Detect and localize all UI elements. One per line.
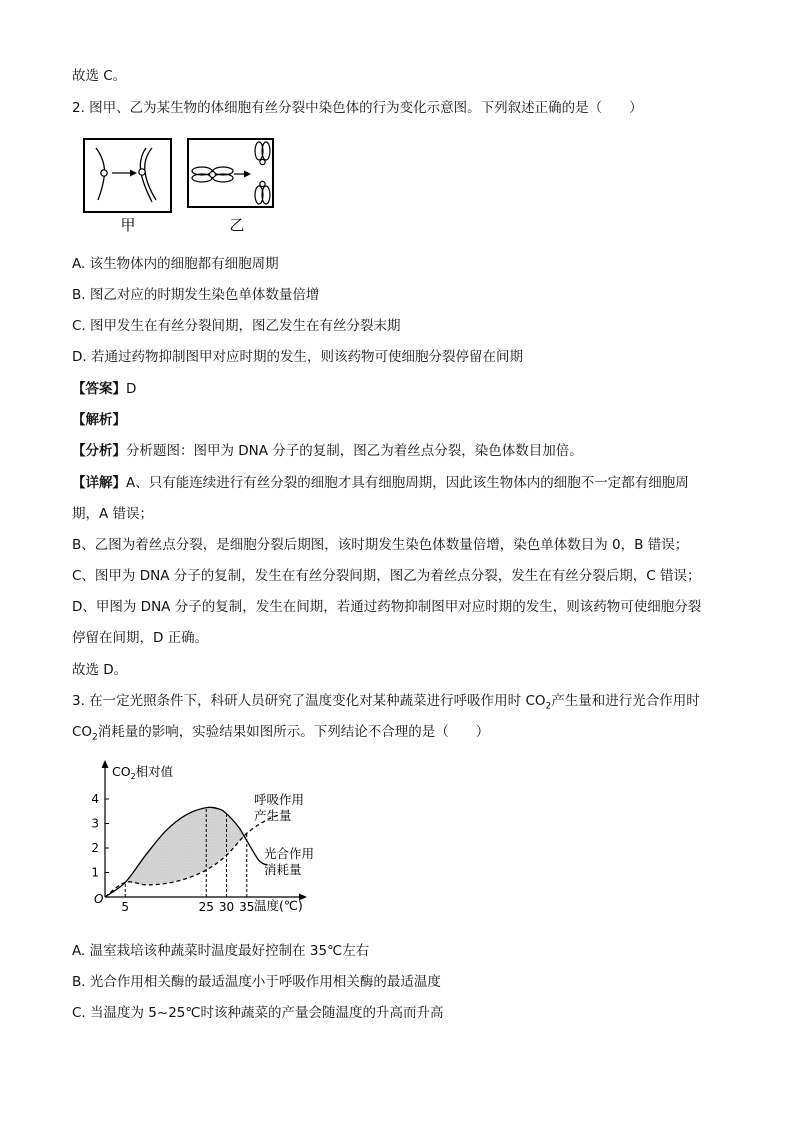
q2-detail-line-6: 停留在间期，D 正确。 — [72, 630, 209, 646]
y-axis-arrow — [102, 760, 109, 768]
chromosome-yi-after — [255, 142, 270, 204]
q2-stem: 2. 图甲、乙为某生物的体细胞有丝分裂中染色体的行为变化示意图。下列叙述正确的是（ ） — [72, 100, 643, 116]
centromere-jia-left — [101, 170, 107, 176]
q3-stem-line-1: 3. 在一定光照条件下，科研人员研究了温度变化对某种蔬菜进行呼吸作用时 $CO_2$产生量和进行光合作用时 — [72, 693, 700, 712]
x-tick-label-25: 25 — [198, 900, 214, 914]
y-tick-label-4: 4 — [91, 792, 99, 806]
chromatid-jia-right-b — [145, 148, 156, 200]
y-tick-label-2: 2 — [91, 841, 99, 855]
q3-option-c: C. 当温度为 5~25℃时该种蔬菜的产量会随温度的升高而升高 — [72, 1005, 444, 1021]
q2-figure — [82, 134, 282, 234]
q2-detail-line-1 — [72, 473, 689, 493]
q3-stem-line-2: $CO_2$消耗量的影响，实验结果如图所示。下列结论不合理的是（ ） — [72, 724, 490, 743]
centromere-jia-right — [139, 169, 145, 175]
q2-conclusion: 故选 D。 — [72, 662, 128, 678]
detail-tag: 【详解】 — [72, 475, 126, 491]
x-tick-label-5: 5 — [121, 900, 130, 914]
respiration-legend-line-1: 呼吸作用 — [254, 792, 305, 807]
fenxi-text: 分析题图：图甲为 DNA 分子的复制，图乙为着丝点分裂，染色体数目加倍。 — [126, 443, 583, 459]
net-photosynthesis-shaded-area — [125, 808, 247, 885]
y-axis-label: $CO_2$相对值 — [112, 764, 174, 781]
q2-option-b: B. 图乙对应的时期发生染色单体数量倍增 — [72, 287, 320, 303]
x-ticks — [121, 900, 254, 914]
co2-temperature-chart — [88, 758, 348, 918]
q2-fenxi — [72, 441, 583, 461]
answer-tag: 【答案】 — [72, 381, 126, 397]
label-yi: 乙 — [229, 216, 245, 234]
q3-option-a: A. 温室栽培该种蔬菜时温度最好控制在 35℃左右 — [72, 943, 370, 959]
x-tick-label-30: 30 — [218, 900, 235, 914]
q3-option-b: B. 光合作用相关酶的最适温度小于呼吸作用相关酶的最适温度 — [72, 974, 441, 990]
q2-detail-line-2: 期，A 错误； — [72, 506, 154, 522]
q2-option-a: A. 该生物体内的细胞都有细胞周期 — [72, 256, 279, 272]
fenxi-tag: 【分析】 — [72, 443, 126, 459]
photosynthesis-legend-line-2: 消耗量 — [264, 862, 302, 877]
q2-detail-line-4: C、图甲为 DNA 分子的复制，发生在有丝分裂间期，图乙为着丝点分裂，发生在有丝分裂后期，C 错误； — [72, 568, 701, 584]
origin-label: O — [94, 892, 104, 906]
q2-option-c: C. 图甲发生在有丝分裂间期，图乙发生在有丝分裂末期 — [72, 318, 401, 334]
q2-detail-line-3: B、乙图为着丝点分裂，是细胞分裂后期图，该时期发生染色体数量倍增，染色单体数目为 0，B 错误； — [72, 537, 689, 553]
q2-answer — [72, 379, 136, 399]
q2-detail-line-5: D、甲图为 DNA 分子的复制，发生在间期，若通过药物抑制图甲对应时期的发生，则该药物可使细胞分裂 — [72, 599, 702, 615]
photosynthesis-legend-line-1: 光合作用 — [264, 846, 315, 861]
respiration-legend-line-2: 产生量 — [254, 808, 292, 823]
label-jia: 甲 — [120, 216, 136, 234]
y-tick-label-3: 3 — [91, 816, 99, 831]
x-tick-label-35: 35 — [239, 900, 255, 914]
x-axis-label: 温度(℃) — [254, 898, 303, 913]
answer-value: D — [126, 381, 137, 397]
y-tick-label-1: 1 — [91, 865, 99, 880]
detail-text-1: A、只有能连续进行有丝分裂的细胞才具有细胞周期，因此该生物体内的细胞不一定都有细胞周 — [126, 475, 689, 491]
y-ticks — [91, 792, 109, 880]
chromosome-yi-before — [192, 167, 233, 182]
previous-conclusion: 故选 C。 — [72, 68, 127, 84]
q2-option-d: D. 若通过药物抑制图甲对应时期的发生，则该药物可使细胞分裂停留在间期 — [72, 349, 523, 365]
q2-analysis-tag: 【解析】 — [72, 412, 126, 428]
